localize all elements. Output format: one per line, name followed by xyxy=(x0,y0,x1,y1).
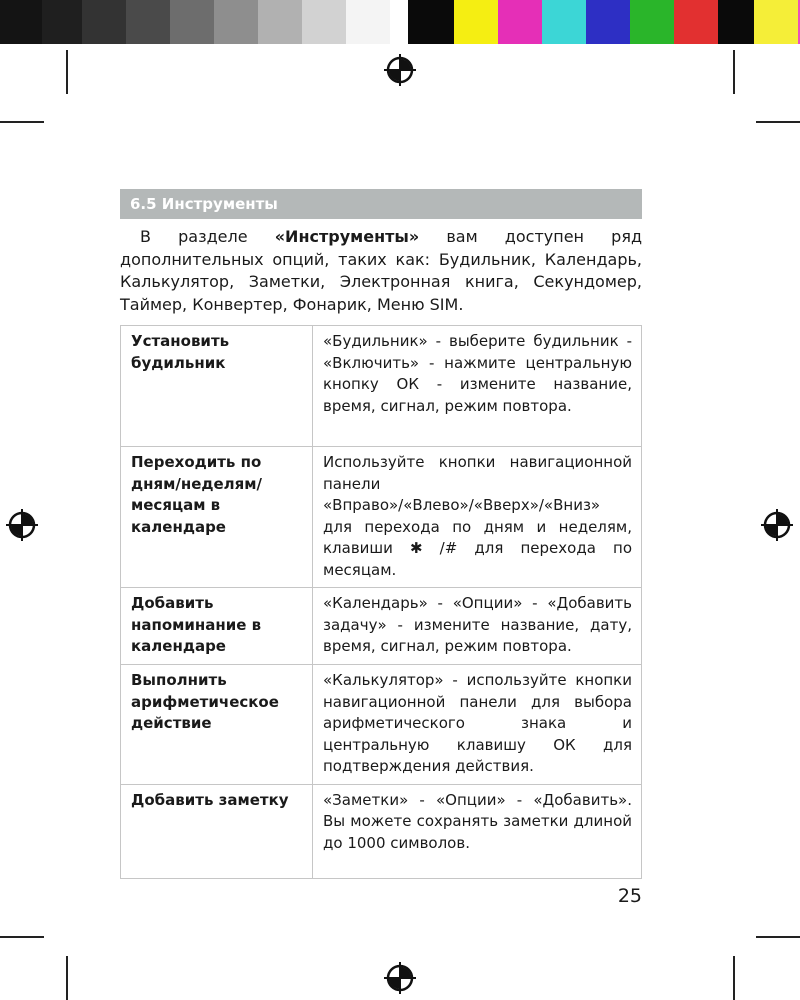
intro-text-bold: «Инструменты» xyxy=(274,227,420,246)
swatch xyxy=(586,0,630,44)
section-title: 6.5 Инструменты xyxy=(120,189,642,219)
swatch xyxy=(258,0,302,44)
intro-text-after: вам доступен ряд дополнительных опций, таких как: Будильник, Календарь, Калькулятор, Заметки, Электронная книга, Секундомер, Таймер, Конвертер, Фонарик, Меню SIM. xyxy=(120,227,642,314)
crop-mark xyxy=(0,936,44,938)
action-cell: Установить будильник xyxy=(121,326,313,447)
swatch xyxy=(630,0,674,44)
swatch xyxy=(674,0,718,44)
crop-mark xyxy=(66,956,68,1000)
intro-text-before: В разделе xyxy=(140,227,275,246)
table-row xyxy=(121,447,642,588)
action-cell: Выполнить арифметическое действие xyxy=(121,665,313,785)
swatch xyxy=(82,0,126,44)
registration-mark-icon xyxy=(5,508,39,542)
crop-mark xyxy=(756,936,800,938)
table-row xyxy=(121,784,642,878)
action-cell: Добавить напоминание в календаре xyxy=(121,588,313,665)
swatch xyxy=(170,0,214,44)
swatch xyxy=(498,0,542,44)
swatch xyxy=(126,0,170,44)
swatch xyxy=(214,0,258,44)
swatch xyxy=(718,0,754,44)
table-row xyxy=(121,665,642,785)
swatch xyxy=(390,0,408,44)
swatch xyxy=(42,0,82,44)
description-cell: «Заметки» - «Опции» - «Добавить». Вы можете сохранять заметки длиной до 1000 символов. xyxy=(313,784,642,878)
action-cell: Переходить по дням/неделям/месяцам в календаре xyxy=(121,447,313,588)
color-calibration-bar xyxy=(0,0,800,44)
crop-mark xyxy=(733,956,735,1000)
registration-mark-icon xyxy=(760,508,794,542)
action-cell: Добавить заметку xyxy=(121,784,313,878)
crop-mark xyxy=(66,50,68,94)
crop-mark xyxy=(0,121,44,123)
swatch xyxy=(754,0,798,44)
intro-paragraph xyxy=(120,226,642,316)
description-cell: «Будильник» - выберите будильник - «Включить» - нажмите центральную кнопку ОК - измените название, время, сигнал, режим повтора. xyxy=(313,326,642,447)
swatch xyxy=(0,0,42,44)
tools-table xyxy=(120,325,642,879)
table-row xyxy=(121,588,642,665)
swatch xyxy=(454,0,498,44)
swatch xyxy=(542,0,586,44)
description-cell: Используйте кнопки навигационной панели «Вправо»/«Влево»/«Вверх»/«Вниз» для перехода по дням и неделям, клавиши ✱ /# для перехода по месяцам. xyxy=(313,447,642,588)
crop-mark xyxy=(733,50,735,94)
crop-mark xyxy=(756,121,800,123)
description-cell: «Календарь» - «Опции» - «Добавить задачу» - измените название, дату, время, сигнал, режим повтора. xyxy=(313,588,642,665)
swatch xyxy=(408,0,454,44)
description-cell: «Калькулятор» - используйте кнопки навигационной панели для выбора арифметического знака и центральную клавишу ОК для подтверждения действия. xyxy=(313,665,642,785)
page-number: 25 xyxy=(617,885,642,907)
registration-mark-icon xyxy=(383,961,417,995)
registration-mark-icon xyxy=(383,53,417,87)
table-row xyxy=(121,326,642,447)
swatch xyxy=(302,0,346,44)
swatch xyxy=(346,0,390,44)
